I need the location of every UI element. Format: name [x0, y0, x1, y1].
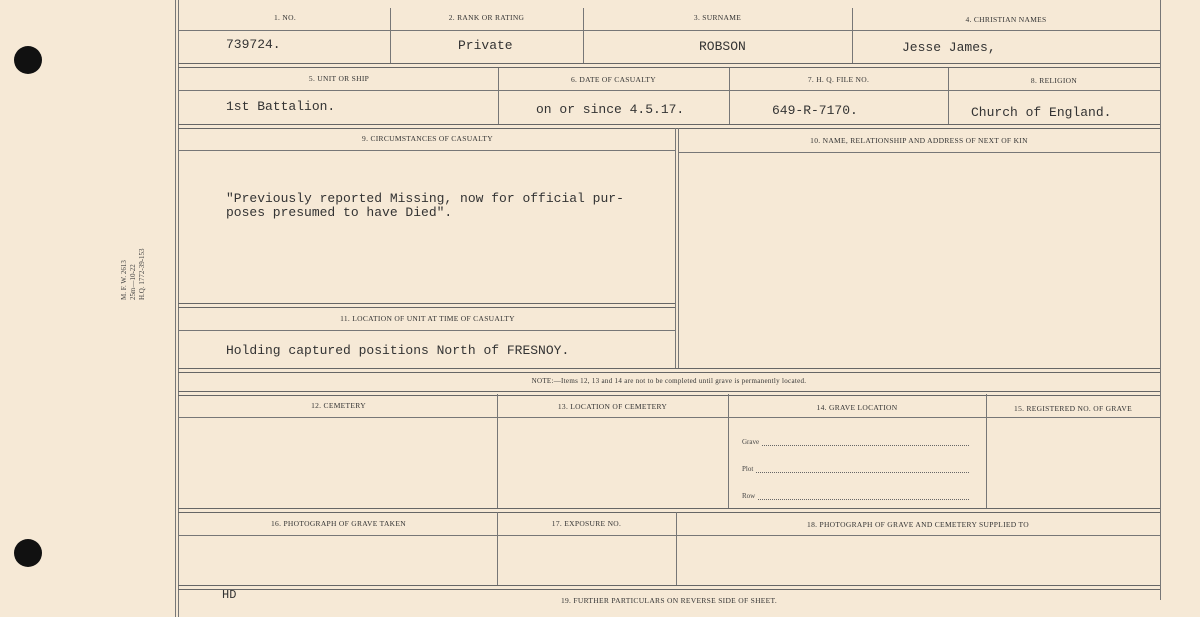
row-label: Row — [742, 492, 756, 500]
religion-value: Church of England. — [971, 105, 1112, 120]
header-surname: 3. SURNAME — [693, 13, 742, 22]
header-registered-no: 15. REGISTERED NO. OF GRAVE — [1014, 404, 1132, 413]
header-no: 1. NO. — [273, 13, 296, 22]
file-value: 649-R-7170. — [772, 103, 858, 118]
form-reference — [120, 248, 147, 300]
header-location-unit: 11. LOCATION OF UNIT AT TIME OF CASUALTY — [340, 314, 515, 323]
christian-names-value: Jesse James, — [902, 40, 996, 55]
header-christian-names: 4. CHRISTIAN NAMES — [965, 15, 1047, 24]
hq-number: H.Q. 1772-39-153 — [138, 248, 146, 300]
print-run: 25m—10-22 — [129, 264, 137, 300]
footer-further-particulars: 19. FURTHER PARTICULARS ON REVERSE SIDE OF SHEET. — [560, 596, 778, 605]
service-number: 739724. — [226, 37, 281, 52]
clerk-initials: HD — [222, 588, 237, 602]
header-religion: 8. RELIGION — [1030, 76, 1078, 85]
date-value: on or since 4.5.17. — [536, 102, 685, 117]
header-file: 7. H. Q. FILE NO. — [807, 75, 870, 84]
circumstances-line-2: poses presumed to have Died". — [226, 205, 453, 220]
circumstances-line-1: "Previously reported Missing, now for official pur- — [226, 191, 624, 206]
header-location-cemetery: 13. LOCATION OF CEMETERY — [557, 402, 668, 411]
header-photo-supplied: 18. PHOTOGRAPH OF GRAVE AND CEMETERY SUPPLIED TO — [807, 520, 1029, 529]
header-next-of-kin: 10. NAME, RELATIONSHIP AND ADDRESS OF NEXT OF KIN — [810, 136, 1028, 145]
note: NOTE:—Items 12, 13 and 14 are not to be completed until grave is permanently located. — [531, 377, 807, 385]
plot-label: Plot — [742, 465, 754, 473]
header-cemetery: 12. CEMETERY — [311, 401, 366, 410]
header-circumstances: 9. CIRCUMSTANCES OF CASUALTY — [362, 134, 493, 143]
surname-value: ROBSON — [699, 39, 746, 54]
unit-value: 1st Battalion. — [226, 99, 336, 114]
header-photo-taken: 16. PHOTOGRAPH OF GRAVE TAKEN — [271, 519, 406, 528]
location-unit-value: Holding captured positions North of FRESNOY. — [226, 343, 570, 358]
grave-label: Grave — [742, 438, 760, 446]
form-number: M. F. W. 2613 — [120, 260, 128, 300]
header-exposure: 17. EXPOSURE NO. — [551, 519, 622, 528]
header-rank: 2. RANK OR RATING — [448, 13, 525, 22]
punch-hole — [14, 46, 42, 74]
header-unit: 5. UNIT OR SHIP — [308, 74, 370, 83]
header-grave-location: 14. GRAVE LOCATION — [816, 403, 898, 412]
rank-value: Private — [458, 38, 513, 53]
punch-hole — [14, 539, 42, 567]
header-date: 6. DATE OF CASUALTY — [570, 75, 656, 84]
